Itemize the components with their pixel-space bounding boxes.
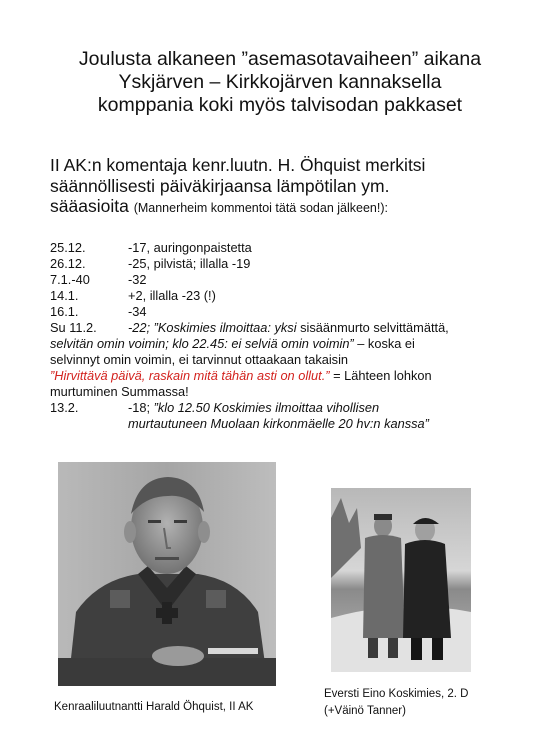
- intro-note: (Mannerheim kommentoi tätä sodan jälkeen!):: [133, 201, 388, 215]
- feb11-red-quote: ”Hirvittävä päivä, raskain mitä tähän asti on ollut.”: [50, 368, 330, 383]
- intro-line-2: säännöllisesti päiväkirjaansa lämpötilan ym.: [50, 175, 390, 196]
- log-entry: [50, 304, 540, 320]
- feb11-line-3: selvinnyt omin voimin, ei tarvinnut ottaakaan takaisin: [50, 352, 349, 367]
- title-line-1: Joulusta alkaneen ”asemasotavaiheen” aikana: [78, 48, 482, 70]
- log-date: 14.1.: [50, 288, 79, 303]
- feb11-quote-part2: selvitän omin voimin; klo 22.45: ei selviä omin voimin”: [50, 336, 354, 351]
- feb11-line-4: [50, 368, 540, 384]
- portrait-image: [58, 462, 276, 686]
- feb11-quote-part1: -22; ”Koskimies ilmoittaa: yksi: [128, 320, 301, 335]
- intro-line-1: II AK:n komentaja kenr.luutn. H. Öhquist merkitsi: [50, 155, 426, 175]
- log-value: -34: [128, 304, 147, 319]
- feb11-text-part4: = Lähteen lohkon: [329, 368, 432, 383]
- log-date: 25.12.: [50, 240, 86, 255]
- intro-line-3: [50, 196, 530, 219]
- page-title: [0, 48, 560, 117]
- log-entry: [50, 256, 540, 272]
- log-value: -17, auringonpaistetta: [128, 240, 252, 255]
- portrait-caption: Kenraaliluutnantti Harald Öhquist, II AK: [54, 701, 254, 713]
- intro-paragraph: [50, 155, 530, 219]
- log-date: 13.2.: [50, 400, 79, 415]
- feb11-line-5: murtuminen Summassa!: [50, 384, 189, 399]
- log-entry-feb13: [50, 400, 540, 416]
- portrait-photo: [58, 462, 276, 686]
- feb13-quote-part1: ”klo 12.50 Koskimies ilmoittaa vihollisen: [153, 400, 380, 415]
- log-value: +2, illalla -23 (!): [128, 288, 216, 303]
- log-value: [128, 400, 379, 416]
- feb13-line-2: [50, 416, 540, 432]
- koskimies-image: [331, 488, 471, 672]
- koskimies-caption-line-1: Eversti Eino Koskimies, 2. D: [324, 688, 469, 700]
- feb11-text-part1: sisäänmurto selvittämättä,: [300, 320, 449, 335]
- title-line-2: Yskjärven – Kirkkojärven kannaksella: [118, 71, 442, 93]
- log-date: Su 11.2.: [50, 320, 97, 335]
- feb11-line-2: [50, 336, 540, 352]
- title-line-3: komppania koki myös talvisodan pakkaset: [97, 94, 463, 116]
- feb13-quote-part2: murtautuneen Muolaan kirkonmäelle 20 hv:n: [128, 416, 385, 431]
- intro-line-3-text: sääasioita: [50, 196, 129, 216]
- feb13-text-part1: -18;: [128, 400, 154, 415]
- log-entry: [50, 272, 540, 288]
- log-date: 16.1.: [50, 304, 79, 319]
- log-value: [128, 320, 449, 336]
- log-value: -25, pilvistä; illalla -19: [128, 256, 251, 271]
- feb13-quote-part3: kanssa”: [384, 416, 429, 431]
- log-entry-feb11: [50, 320, 540, 336]
- log-value: -32: [128, 272, 147, 287]
- koskimies-photo: [331, 488, 471, 672]
- log-entry: [50, 288, 540, 304]
- log-date: 26.12.: [50, 256, 86, 271]
- koskimies-caption: [324, 686, 468, 720]
- feb11-text-part2: – koska ei: [353, 336, 415, 351]
- log-entry: [50, 240, 540, 256]
- weather-log: [50, 240, 540, 432]
- log-date: 7.1.-40: [50, 272, 90, 287]
- koskimies-caption-line-2: (+Väinö Tanner): [324, 705, 406, 717]
